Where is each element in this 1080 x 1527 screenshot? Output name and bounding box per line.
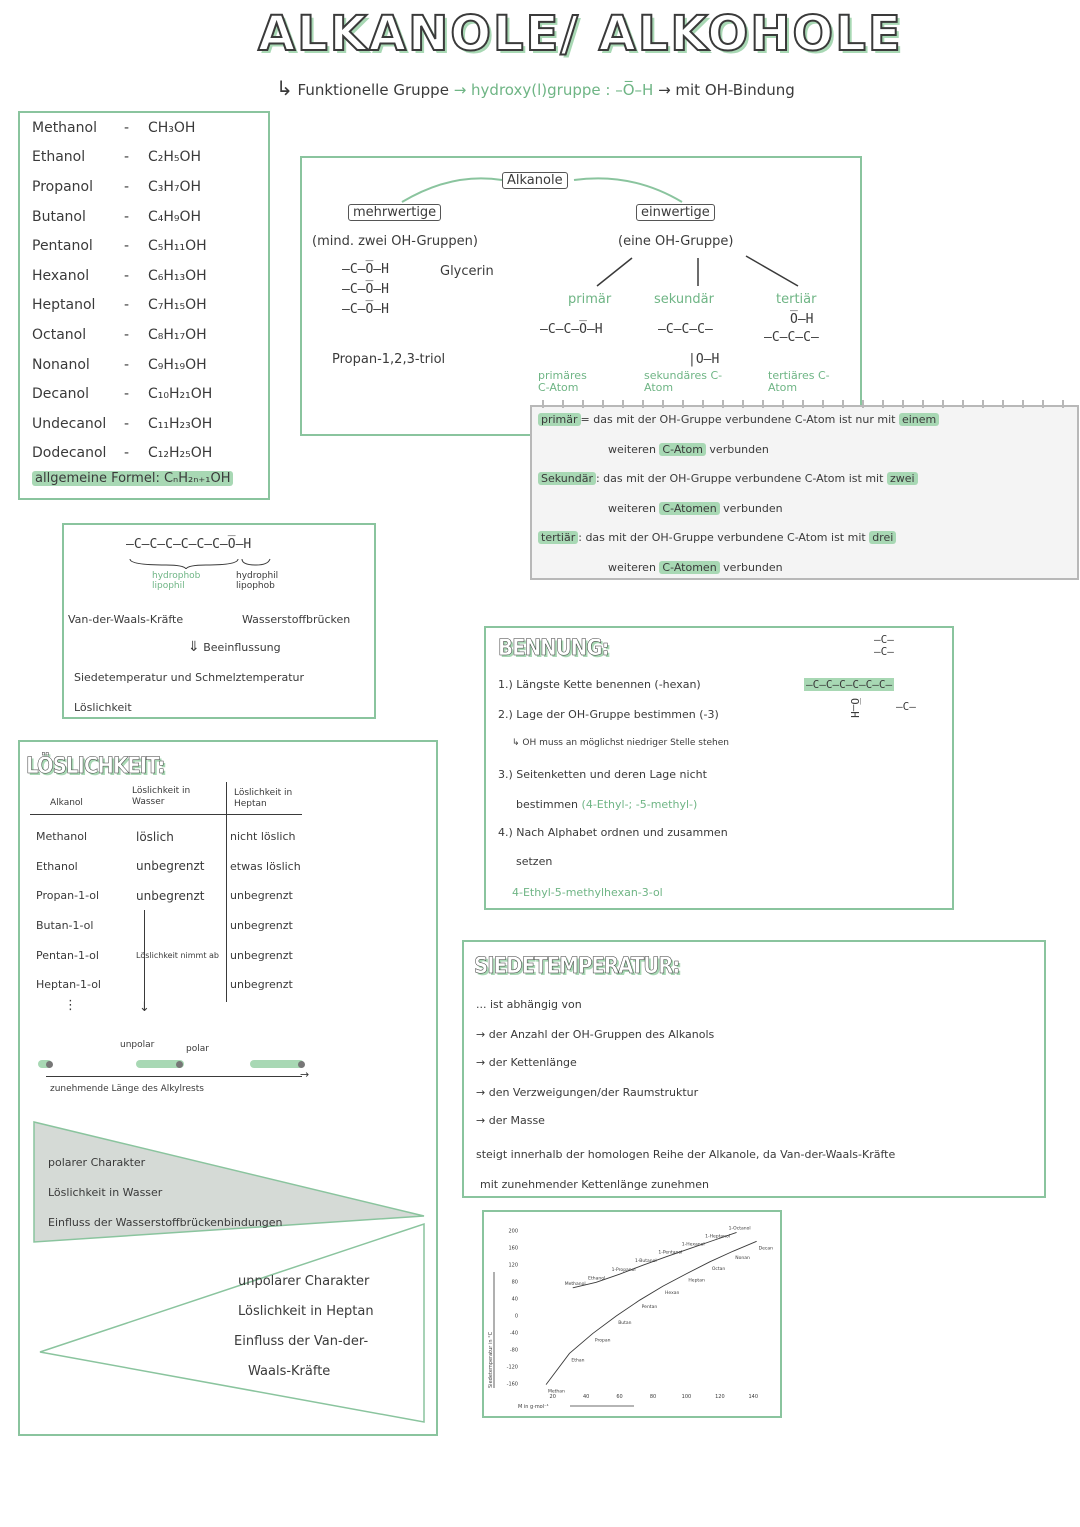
- definition-text: weiteren: [608, 561, 656, 574]
- tri2-line: Waals-Kräfte: [248, 1364, 331, 1379]
- solubility-water: löslich: [136, 829, 174, 844]
- y-tick-label: 40: [511, 1296, 518, 1303]
- point-label: Decan: [758, 1246, 773, 1252]
- tertiaer-atom: tertiäres C-Atom: [768, 369, 830, 394]
- einwertige-note: (eine OH-Gruppe): [618, 234, 734, 249]
- point-label: 1-Hexanol: [681, 1242, 705, 1248]
- alkanol-name: Pentanol: [32, 238, 93, 255]
- alkanol-formula: C₁₁H₂₃OH: [148, 415, 213, 432]
- point-label: Butan: [618, 1320, 632, 1326]
- siede-item: → der Masse: [476, 1114, 545, 1127]
- definition-line2: [608, 561, 783, 574]
- hydrophil-label: hydrophil lipophob: [236, 571, 279, 591]
- solubility-label: Löslichkeit: [74, 701, 132, 714]
- header-rule: [30, 814, 302, 815]
- x-tick-label: 40: [582, 1394, 590, 1400]
- y-tick-label: 160: [508, 1245, 518, 1252]
- point-label: 1-Butanol: [634, 1259, 657, 1265]
- chart-box: [482, 1210, 782, 1418]
- sekundaer-oh: |O–H: [688, 352, 720, 367]
- loeslichkeit-header: LÖSLICHKEIT:: [26, 754, 165, 779]
- y-tick-label: 200: [508, 1228, 518, 1235]
- definition-atom: C-Atom: [659, 443, 706, 456]
- solubility-heptan: nicht löslich: [230, 830, 296, 844]
- point-label: Octan: [711, 1266, 726, 1272]
- alkanol-row: [32, 409, 212, 439]
- primaer-struct: –C–C–O̅–H: [540, 322, 603, 337]
- alkanol-name: Propanol: [32, 178, 94, 195]
- glycerin-line: –C–O̅–H: [342, 282, 389, 297]
- y-tick-label: 0: [514, 1313, 518, 1320]
- alkanol-row: [32, 439, 212, 469]
- point-label: Pentan: [641, 1305, 658, 1311]
- alkanol-formula: C₈H₁₇OH: [148, 326, 207, 343]
- step-4: 4.) Nach Alphabet ordnen und zusammen: [498, 826, 728, 839]
- dash: -: [124, 297, 130, 314]
- tri2-line: unpolarer Charakter: [238, 1274, 370, 1289]
- influence: [188, 639, 281, 655]
- alkanol-name: Heptanol: [32, 297, 96, 314]
- y-tick-label: -120: [506, 1364, 518, 1371]
- page-title: ALKANOLE/ ALKOHOLE: [258, 6, 903, 62]
- step-2: 2.) Lage der OH-Gruppe bestimmen (-3): [498, 708, 719, 721]
- solubility-row: [34, 881, 303, 911]
- solubility-water: unbegrenzt: [136, 859, 205, 874]
- temps-label: Siedetemperatur und Schmelztemperatur: [74, 671, 305, 684]
- x-tick-label: 140: [748, 1394, 759, 1400]
- point-label: Heptan: [688, 1278, 705, 1284]
- siede-item: → der Anzahl der OH-Gruppen des Alkanols: [476, 1028, 715, 1041]
- definition-text: weiteren: [608, 502, 656, 515]
- x-tick-label: 60: [616, 1394, 623, 1400]
- alkanol-name: Nonanol: [32, 356, 90, 373]
- primaer-atom: primäres C-Atom: [538, 369, 587, 394]
- decrease-arrow: [144, 910, 145, 1008]
- siede-conclusion: steigt innerhalb der homologen Reihe der Alkanole, da Van-der-Waals-Kräfte: [476, 1148, 896, 1161]
- point-label: Ethanol: [588, 1276, 606, 1282]
- point-label: 1-Octanol: [728, 1226, 751, 1232]
- tri2-line: Einfluss der Van-der-: [234, 1334, 369, 1349]
- solubility-row: [34, 970, 303, 1000]
- definition-count: einem: [899, 413, 939, 426]
- siede-intro: ... ist abhängig von: [476, 998, 582, 1011]
- solubility-row: [34, 911, 303, 941]
- definition-term: tertiär: [538, 531, 578, 544]
- x-axis-label: M in g·mol⁻¹: [518, 1404, 549, 1410]
- solubility-alkanol: Ethanol: [36, 859, 78, 873]
- continuation-dots: ⋮: [64, 998, 77, 1013]
- definition-line2: [608, 502, 783, 515]
- alkanol-name: Ethanol: [32, 149, 86, 166]
- alkanol-name: Undecanol: [32, 415, 107, 432]
- dash: -: [124, 445, 130, 462]
- alkanol-row: [32, 291, 212, 321]
- point-label: 1-Heptanol: [705, 1234, 731, 1240]
- definition-line1: [538, 472, 918, 485]
- solubility-heptan: unbegrenzt: [230, 948, 293, 962]
- glycerin-struct: [342, 260, 389, 320]
- definition-text: : das mit der OH-Gruppe verbundene C-Atom ist mit: [578, 531, 866, 544]
- dash: -: [124, 178, 130, 195]
- vdw-label: Van-der-Waals-Kräfte: [68, 613, 184, 626]
- alkanol-formula: C₄H₉OH: [148, 208, 202, 225]
- braces: [126, 557, 286, 569]
- struct-bottom: –C–: [896, 700, 916, 713]
- alkanol-formula: C₇H₁₅OH: [148, 297, 207, 314]
- influence-label: Beeinflussung: [203, 641, 281, 654]
- y-tick-label: 80: [511, 1279, 518, 1286]
- tri1-line: Einfluss der Wasserstoffbrückenbindungen: [48, 1216, 283, 1229]
- down-arrow-icon: ↓: [139, 1000, 150, 1015]
- alkanol-formula: C₃H₇OH: [148, 178, 202, 195]
- alkanol-row: [32, 143, 212, 173]
- subtitle-suffix: mit OH-Bindung: [675, 81, 795, 99]
- definition-term: Sekundär: [538, 472, 596, 485]
- general-formula: [32, 471, 233, 486]
- polar-label: polar: [186, 1044, 209, 1054]
- struct-oh: O̅–H: [848, 698, 861, 718]
- point-label: Methanol: [564, 1281, 586, 1287]
- definition-text: verbunden: [709, 443, 769, 456]
- struct-top-line: –C–: [874, 645, 894, 658]
- col-alkanol: Alkanol: [50, 798, 83, 808]
- glycerin-line: –C–O̅–H: [342, 262, 389, 277]
- siedetemperatur-box: [462, 940, 1046, 1198]
- definition-term: primär: [538, 413, 581, 426]
- alkanol-formula: CH₃OH: [148, 119, 196, 136]
- alkanol-row: [32, 172, 212, 202]
- definition-text: weiteren: [608, 443, 656, 456]
- definition-line2: [608, 443, 769, 456]
- axis-line: [46, 1076, 302, 1077]
- solubility-heptan: unbegrenzt: [230, 889, 293, 903]
- struct-main: –C–C–C–C–C–C–: [806, 678, 893, 691]
- solubility-row: [34, 940, 303, 970]
- benennung-box: [484, 626, 954, 910]
- spiral-binding: [532, 400, 1077, 408]
- tertiaer-oh: O̅–H: [790, 312, 814, 327]
- step-3b: [516, 798, 697, 811]
- alkanol-row: [32, 261, 212, 291]
- definitions-box: [530, 405, 1079, 580]
- step-3: 3.) Seitenketten und deren Lage nicht: [498, 768, 707, 781]
- solubility-heptan: etwas löslich: [230, 859, 301, 873]
- alkanole-root: Alkanole: [502, 172, 568, 189]
- dash: -: [124, 415, 130, 432]
- sekundaer-atom: sekundäres C-Atom: [644, 369, 723, 394]
- definition-line1: [538, 413, 939, 426]
- point-label: Ethan: [571, 1358, 585, 1364]
- alkanol-row: [32, 231, 212, 261]
- definition-text: = das mit der OH-Gruppe verbundene C-Atom ist nur mit: [580, 413, 896, 426]
- bar-segment: [250, 1060, 304, 1068]
- polarity-box: [62, 523, 376, 719]
- solubility-water: unbegrenzt: [136, 888, 205, 903]
- general-formula-label: allgemeine Formel:: [35, 471, 160, 486]
- boiling-point-chart: [484, 1212, 780, 1416]
- col-water: Löslichkeit in Wasser: [132, 786, 191, 807]
- sekundaer-struct: –C–C–C–: [658, 322, 713, 337]
- hydrophob-label: hydrophob lipophil: [152, 571, 201, 591]
- solubility-row: [34, 852, 303, 882]
- alkanol-name: Hexanol: [32, 267, 90, 284]
- step-3-example: (4-Ethyl-; -5-methyl-): [581, 798, 698, 811]
- alkanol-formula: C₆H₁₃OH: [148, 267, 207, 284]
- dash: -: [124, 208, 130, 225]
- arrow-icon: ↳: [276, 76, 293, 100]
- alkanol-table: [32, 113, 212, 468]
- step-4b: setzen: [516, 855, 553, 868]
- mehrwertige-note: (mind. zwei OH-Gruppen): [312, 234, 478, 249]
- definition-count: zwei: [887, 472, 918, 485]
- definition-text: verbunden: [723, 502, 783, 515]
- y-tick-label: -80: [509, 1347, 518, 1354]
- solubility-water: Löslichkeit nimmt ab: [136, 950, 220, 960]
- subtitle-group: hydroxy(l)gruppe : –O̅–H: [471, 81, 654, 99]
- tertiaer-struct: –C–C–C–: [764, 330, 819, 345]
- tertiaer-label: tertiär: [776, 292, 817, 307]
- definition-count: drei: [869, 531, 896, 544]
- dash: -: [124, 119, 130, 136]
- axis-label: zunehmende Länge des Alkylrests: [50, 1084, 204, 1094]
- siede-header: SIEDETEMPERATUR:: [474, 954, 680, 979]
- example-name: 4-Ethyl-5-methylhexan-3-ol: [512, 886, 663, 899]
- hbond-label: Wasserstoffbrücken: [242, 613, 351, 626]
- solubility-water: [134, 970, 228, 1000]
- alkanol-row: [32, 113, 212, 143]
- alkanol-formula: C₂H₅OH: [148, 149, 202, 166]
- subtitle-prefix: Funktionelle Gruppe: [297, 81, 449, 99]
- dash: -: [124, 386, 130, 403]
- alkanol-formula: C₅H₁₁OH: [148, 238, 207, 255]
- solubility-alkanol: Heptan-1-ol: [36, 978, 101, 992]
- chain-struct: –C–C–C–C–C–C–O̅–H: [126, 537, 252, 552]
- primaer-label: primär: [568, 292, 612, 307]
- alkanol-row: [32, 379, 212, 409]
- loeslichkeit-box: [18, 740, 438, 1436]
- einwertige-label: einwertige: [636, 204, 715, 221]
- step-2-note: ↳ OH muss an möglichst niedriger Stelle stehen: [512, 738, 729, 748]
- tri2-line: Löslichkeit in Heptan: [238, 1304, 374, 1319]
- alkanol-row: [32, 202, 212, 232]
- solubility-heptan: unbegrenzt: [230, 919, 293, 933]
- y-axis-label: Siedetemperatur in °C: [488, 1331, 494, 1388]
- bar-dot: [46, 1061, 53, 1068]
- alkanol-formula: C₁₀H₂₁OH: [148, 386, 213, 403]
- alkanol-name: Dodecanol: [32, 445, 107, 462]
- alkanol-formula: C₁₂H₂₅OH: [148, 445, 213, 462]
- solubility-heptan: unbegrenzt: [230, 978, 293, 992]
- glycerin-label: Glycerin: [440, 264, 494, 279]
- siede-item: → der Kettenlänge: [476, 1056, 577, 1069]
- dash: -: [124, 267, 130, 284]
- y-tick-label: -40: [509, 1330, 518, 1337]
- definition-line1: [538, 531, 896, 544]
- point-label: 1-Propanol: [611, 1268, 636, 1274]
- sekundaer-label: sekundär: [654, 292, 714, 307]
- solubility-alkanol: Propan-1-ol: [36, 889, 100, 903]
- siede-conclusion: mit zunehmender Kettenlänge zunehmen: [480, 1178, 709, 1191]
- alkanol-name: Octanol: [32, 326, 87, 343]
- point-label: Hexan: [665, 1291, 680, 1297]
- y-tick-label: -160: [506, 1381, 518, 1388]
- definition-atom: C-Atomen: [659, 502, 719, 515]
- axis-arrow-icon: →: [300, 1068, 310, 1081]
- alkanol-row: [32, 320, 212, 350]
- point-label: Methan: [548, 1389, 565, 1395]
- general-formula-value: CₙH₂ₙ₊₁OH: [163, 471, 231, 486]
- tri1-line: Löslichkeit in Wasser: [48, 1186, 163, 1199]
- unpolar-label: unpolar: [120, 1040, 155, 1050]
- tri1-line: polarer Charakter: [48, 1156, 146, 1169]
- step-1: 1.) Längste Kette benennen (-hexan): [498, 678, 701, 691]
- alkanol-name: Decanol: [32, 386, 89, 403]
- solubility-alkanol: Methanol: [36, 830, 88, 844]
- dash: -: [124, 238, 130, 255]
- bar-dot: [176, 1061, 183, 1068]
- bar-dot: [298, 1061, 305, 1068]
- x-tick-label: 100: [681, 1394, 692, 1400]
- point-label: Propan: [594, 1338, 611, 1344]
- glycerin-line: –C–O̅–H: [342, 302, 389, 317]
- benennung-header: BENNUNG:: [498, 636, 609, 661]
- subtitle: ↳ Funktionelle Gruppe → hydroxy(l)gruppe : –O̅–H → mit OH-Bindung: [276, 76, 795, 100]
- solubility-alkanol: Butan-1-ol: [36, 919, 94, 933]
- dash: -: [124, 356, 130, 373]
- alkanol-name: Butanol: [32, 208, 86, 225]
- struct-top: [874, 634, 894, 658]
- solubility-water: [134, 911, 228, 941]
- x-tick-label: 80: [649, 1394, 657, 1400]
- x-tick-label: 120: [715, 1394, 725, 1400]
- definition-atom: C-Atomen: [659, 561, 719, 574]
- dash: -: [124, 149, 130, 166]
- solubility-row: [34, 822, 303, 852]
- definition-text: : das mit der OH-Gruppe verbundene C-Atom ist mit: [595, 472, 884, 485]
- alkanol-formula: C₉H₁₉OH: [148, 356, 207, 373]
- step-3b-text: bestimmen: [516, 798, 579, 811]
- classification-box: [300, 156, 862, 436]
- alkanol-row: [32, 350, 212, 380]
- solubility-alkanol: Pentan-1-ol: [36, 948, 99, 962]
- dash: -: [124, 326, 130, 343]
- point-label: Nonan: [735, 1256, 750, 1262]
- point-label: 1-Pentanol: [658, 1250, 683, 1256]
- struct-top-line: –C–: [874, 633, 894, 646]
- definition-text: verbunden: [723, 561, 783, 574]
- down-arrow-icon: ⇓: [188, 639, 200, 655]
- propantriol-label: Propan-1,2,3-triol: [332, 352, 446, 367]
- alkanol-name: Methanol: [32, 119, 97, 136]
- y-tick-label: 120: [508, 1262, 518, 1269]
- x-tick-label: 20: [549, 1394, 556, 1400]
- mehrwertige-label: mehrwertige: [348, 204, 441, 221]
- col-heptan: Löslichkeit in Heptan: [234, 788, 293, 809]
- siede-item: → den Verzweigungen/der Raumstruktur: [476, 1086, 699, 1099]
- alkanol-list-box: [18, 111, 270, 500]
- solubility-table: [34, 822, 303, 1000]
